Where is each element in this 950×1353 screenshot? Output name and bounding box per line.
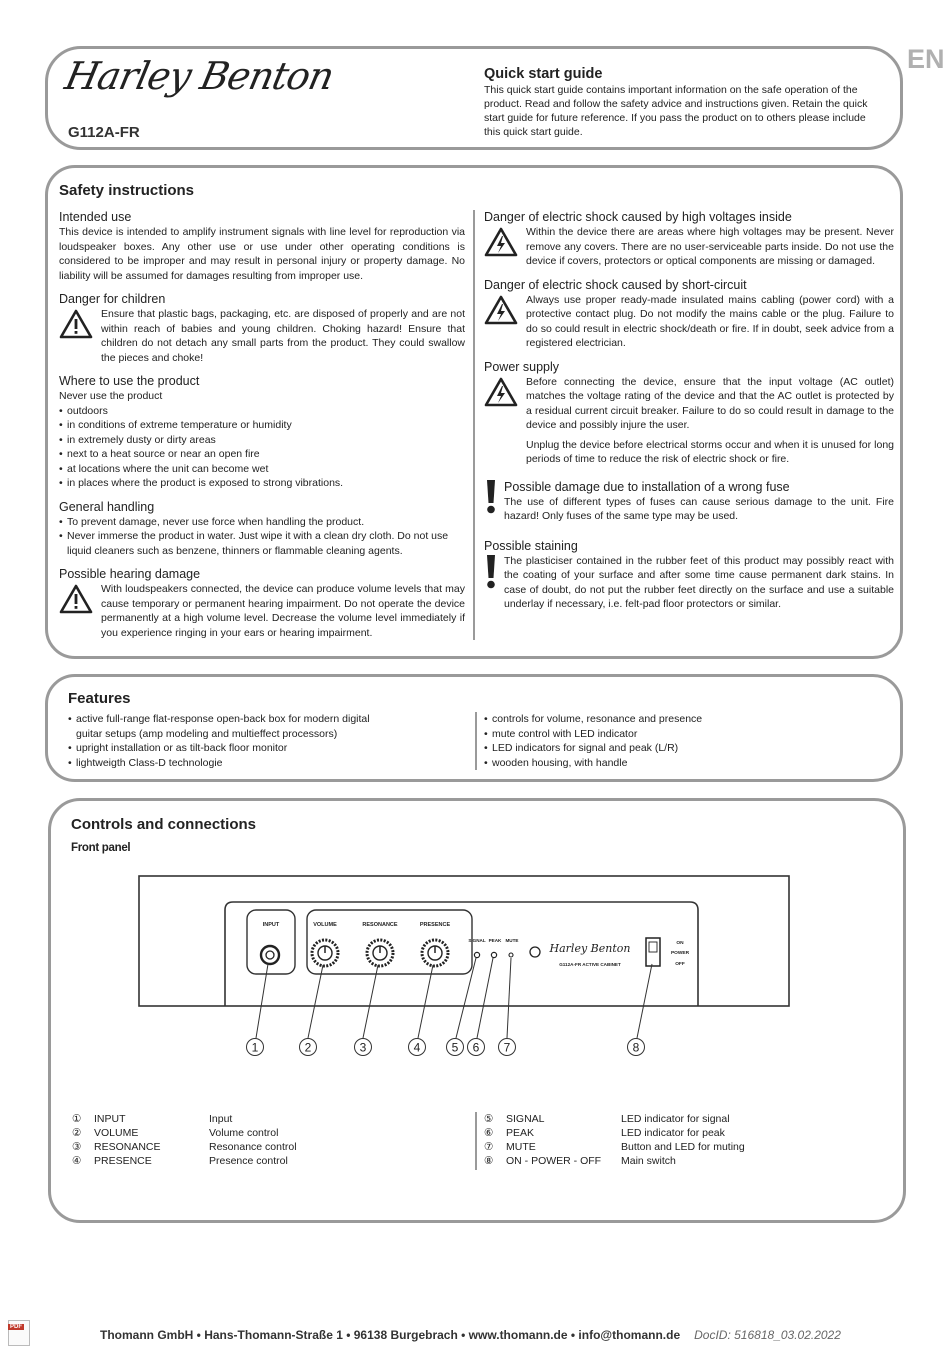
list-item: • LED indicators for signal and peak (L/R) (484, 741, 884, 756)
legend-row: ④ PRESENCE Presence control (72, 1155, 288, 1167)
legend-right (484, 1112, 781, 1168)
pdf-icon[interactable] (8, 1320, 30, 1346)
signal-led (474, 952, 479, 957)
warning-triangle-icon (59, 309, 93, 339)
electric-shock-icon (484, 295, 518, 325)
panel-label-resonance: RESONANCE (362, 922, 398, 928)
safety-left-column (59, 209, 465, 648)
legend-divider (475, 1112, 477, 1170)
intended-use-heading: Intended use (59, 210, 132, 224)
high-voltage-block (484, 209, 894, 269)
list-item: • active full-range flat-response open-back box for modern digital guitar setups (amp modeling and multieffect processors) (68, 712, 398, 741)
mute-button[interactable] (530, 947, 540, 957)
handling-list (59, 515, 465, 559)
children-heading: Danger for children (59, 292, 166, 306)
children-block (59, 291, 465, 365)
callout-lines (256, 958, 652, 1038)
pdf-badge-label: PDF (10, 1324, 22, 1330)
mute-led (509, 953, 513, 957)
list-item: • controls for volume, resonance and presence (484, 712, 884, 727)
power-text-1: Before connecting the device, ensure that the input voltage (AC outlet) matches the voltage rating of the device and that the AC outlet is protected by a residual current circuit breaker. Failure to do so could result in damage to the device and possibly injure the user. (526, 375, 894, 431)
panel-cabinet-label: G112A-FR ACTIVE CABINET (559, 962, 621, 967)
warning-triangle-icon (59, 584, 93, 614)
high-voltage-text: Within the device there are areas where high voltages may be present. Never remove any covers. There are no user-serviceable parts inside. Do not use the device if covers, protectors or optical components are missing or damaged. (526, 226, 894, 267)
footer-docid: DocID: 516818_03.02.2022 (694, 1328, 841, 1342)
short-circuit-block (484, 277, 894, 351)
svg-text:8: 8 (632, 1040, 640, 1055)
safety-title: Safety instructions (59, 182, 195, 199)
svg-text:3: 3 (359, 1040, 367, 1055)
staining-text: The plasticiser contained in the rubber feet of this product may possibly react with the coating of your surface and after some time cause permanent dark stains. In case of doubt, do not put the rubber feet directly on the surface and use a suitable underlay if necessary, i.e. felt-pad floor protectors or similar. (504, 554, 894, 610)
fuse-heading: Possible damage due to installation of a wrong fuse (504, 479, 790, 494)
model-name: G112A-FR (68, 124, 140, 141)
features-left (68, 712, 398, 770)
callout-2 (300, 1039, 317, 1056)
high-voltage-heading: Danger of electric shock caused by high voltages inside (484, 210, 792, 224)
controls-title: Controls and connections (71, 816, 257, 833)
panel-label-signal: SIGNAL (468, 938, 486, 943)
short-circuit-heading: Danger of electric shock caused by short-circuit (484, 277, 747, 292)
features-right (484, 712, 884, 770)
staining-heading: Possible staining (484, 538, 578, 553)
list-item: • in extremely dusty or dirty areas (59, 433, 465, 448)
list-item: • lightweigth Class-D technologie (68, 756, 398, 771)
short-circuit-text: Always use proper ready-made insulated mains cabling (power cord) with a protective contact plug. Do not modify the mains cable or the plug. Failure to do so could result in electric shock/death or fire. If in doubt, seek advice from a registered electrician. (526, 293, 894, 349)
footer-address: Thomann GmbH • Hans-Thomann-Straße 1 • 96138 Burgebrach • www.thomann.de • info@thomann.de (100, 1328, 681, 1342)
volume-knob[interactable] (312, 940, 338, 966)
where-block (59, 373, 465, 491)
legend-row: ⑧ ON - POWER - OFF Main switch (484, 1155, 676, 1167)
callout-7 (499, 1039, 516, 1056)
features-title: Features (68, 690, 131, 707)
handling-block (59, 499, 465, 559)
svg-text:5: 5 (451, 1040, 459, 1055)
svg-text:4: 4 (413, 1040, 421, 1055)
staining-block (484, 538, 894, 612)
svg-text:7: 7 (503, 1040, 511, 1055)
features-left-list (68, 712, 398, 770)
exclamation-icon (484, 554, 498, 590)
intended-use-text: This device is intended to amplify instrument signals with line level for reproduction via loudspeaker boxes. Any other use or use under other operating conditions is considered to be improper and may result in personal injury or property damage. No liability will be assumed for damages resulting from improper use. (59, 226, 465, 282)
quick-start-title: Quick start guide (484, 66, 603, 82)
callout-5 (447, 1039, 464, 1056)
safety-divider (473, 210, 475, 640)
callout-4 (409, 1039, 426, 1056)
presence-knob[interactable] (422, 940, 448, 966)
footer (100, 1328, 841, 1342)
panel-label-on: ON (676, 941, 684, 946)
list-item: • upright installation or as tilt-back floor monitor (68, 741, 398, 756)
electric-shock-icon (484, 227, 518, 257)
panel-label-presence: PRESENCE (419, 922, 451, 928)
power-heading: Power supply (484, 359, 560, 374)
fuse-block (484, 479, 894, 524)
callout-3 (355, 1039, 372, 1056)
callout-1 (247, 1039, 264, 1056)
panel-label-off: OFF (675, 962, 685, 967)
list-item: • To prevent damage, never use force when handling the product. (59, 515, 465, 530)
hearing-block (59, 566, 465, 640)
list-item: • outdoors (59, 404, 465, 419)
svg-text:1: 1 (251, 1040, 259, 1055)
list-item: • in conditions of extreme temperature or humidity (59, 418, 465, 433)
language-badge: EN (907, 44, 945, 74)
hearing-text: With loudspeakers connected, the device can produce volume levels that may cause temporary or permanent hearing impairment. Do not operate the device permanently at a high volume level. Decrease the volume level immediately if you experience ringing in your ears or hearing impairment. (101, 583, 465, 639)
list-item: • Never immerse the product in water. Just wipe it with a clean dry cloth. Do not use liquid cleaners such as benzene, thinners or flammable cleaning agents. (59, 529, 465, 558)
features-right-list (484, 712, 884, 770)
panel-logo: Harley Benton (549, 942, 631, 955)
power-block (484, 359, 894, 467)
resonance-knob[interactable] (367, 940, 393, 966)
legend-row: ⑥ PEAK LED indicator for peak (484, 1127, 725, 1139)
panel-label-input: INPUT (262, 922, 280, 928)
where-heading: Where to use the product (59, 374, 200, 388)
list-item: • wooden housing, with handle (484, 756, 884, 771)
where-intro: Never use the product (59, 390, 163, 402)
quick-start-text: This quick start guide contains important information on the safe operation of the product. Read and follow the safety advice and instructions given. Retain the quick start guide for future reference. If you pass the product on to others please include this quick start guide. (484, 84, 868, 138)
list-item: • mute control with LED indicator (484, 727, 884, 742)
brand-logo: Harley Benton (61, 54, 338, 98)
list-item: • in places where the product is exposed to strong vibrations. (59, 476, 465, 491)
legend-row: ② VOLUME Volume control (72, 1127, 279, 1139)
fuse-text: The use of different types of fuses can cause serious damage to the unit. Fire hazard! Only fuses of the same type may be used. (504, 495, 894, 522)
panel-label-volume: VOLUME (313, 922, 337, 928)
electric-shock-icon (484, 377, 518, 407)
legend-row: ⑤ SIGNAL LED indicator for signal (484, 1113, 730, 1125)
features-divider (475, 712, 477, 770)
callout-6 (468, 1039, 485, 1056)
legend-row: ⑦ MUTE Button and LED for muting (484, 1141, 745, 1153)
legend-row: ① INPUT Input (72, 1113, 233, 1125)
svg-text:2: 2 (304, 1040, 312, 1055)
peak-led (491, 952, 496, 957)
front-panel-diagram (130, 870, 810, 1070)
intended-use-block (59, 209, 465, 283)
children-text: Ensure that plastic bags, packaging, etc. are disposed of properly and are not within reach of babies and young children. Choking hazard! Ensure that children do not detach any small parts from the product. They could swallow the pieces and choke! (101, 308, 465, 364)
hearing-heading: Possible hearing damage (59, 567, 201, 581)
panel-label-mute: MUTE (505, 938, 519, 943)
legend-row: ③ RESONANCE Resonance control (72, 1141, 297, 1153)
handling-heading: General handling (59, 499, 155, 514)
list-item: • at locations where the unit can become wet (59, 462, 465, 477)
svg-text:6: 6 (472, 1040, 480, 1055)
panel-label-peak: PEAK (488, 938, 502, 943)
callout-8 (628, 1039, 645, 1056)
input-jack[interactable] (261, 946, 279, 964)
exclamation-icon (484, 479, 498, 515)
power-text-2: Unplug the device before electrical storms occur and when it is unused for long periods of time to reduce the risk of electric shock or fire. (526, 438, 894, 465)
front-panel-subtitle: Front panel (71, 842, 131, 854)
list-item: • next to a heat source or near an open fire (59, 447, 465, 462)
where-list (59, 404, 465, 491)
panel-label-power: POWER (670, 951, 690, 956)
legend-left (72, 1112, 369, 1168)
safety-right-column (484, 209, 894, 620)
